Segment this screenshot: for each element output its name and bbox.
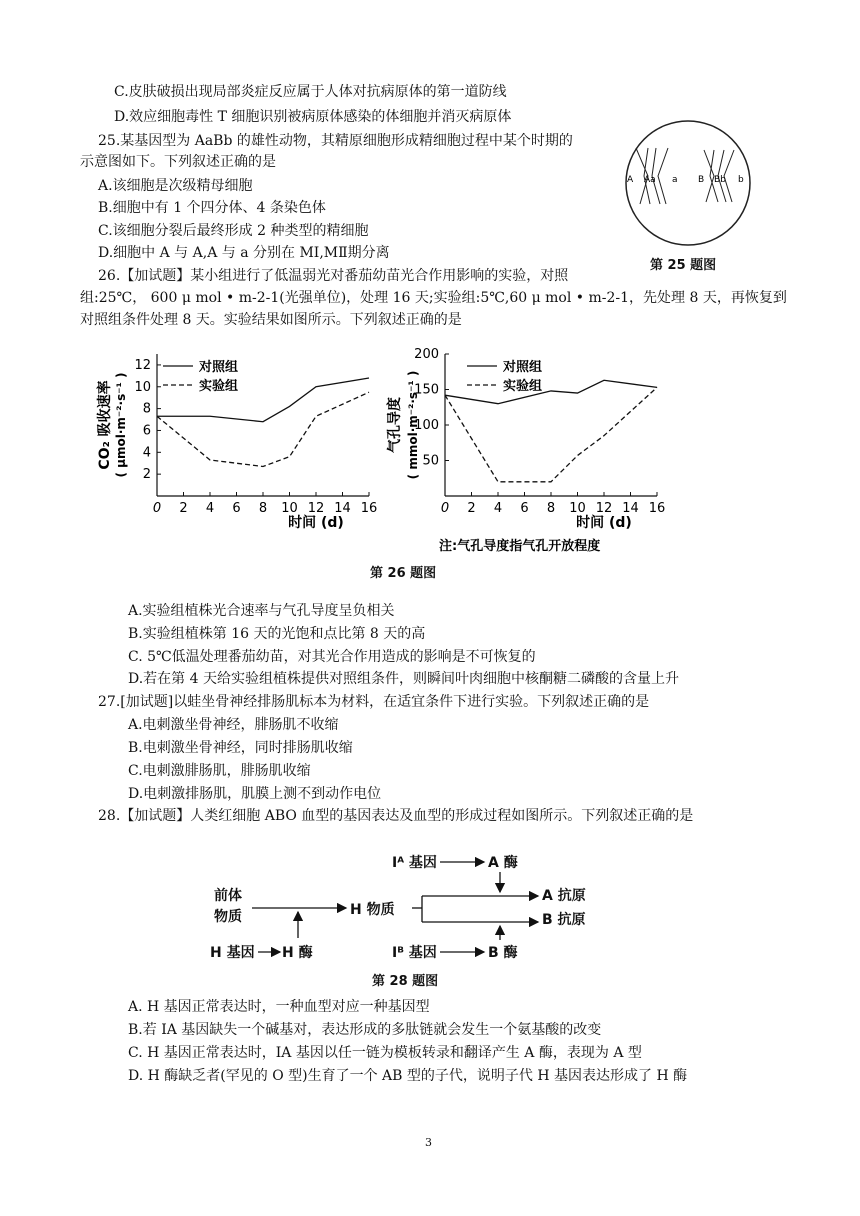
question-26-option-c: C. 5℃低温处理番茄幼苗，对其光合作用造成的影响是不可恢复的 bbox=[128, 649, 536, 665]
a-antigen-label: A 抗原 bbox=[542, 888, 586, 904]
x-tick-label: 4 bbox=[205, 501, 215, 516]
legend-label: 实验组 bbox=[199, 379, 239, 394]
series-line bbox=[445, 387, 657, 481]
x-tick-label: 16 bbox=[360, 501, 378, 516]
x-axis-label: 时间 (d) bbox=[576, 515, 632, 531]
x-tick-label: 14 bbox=[334, 501, 351, 516]
option-text: D.效应细胞毒性 T 细胞识别被病原体感染的体细胞并消灭病原体 bbox=[114, 109, 512, 125]
precursor-label: 前体 bbox=[214, 888, 242, 904]
x-tick-label: 16 bbox=[648, 501, 666, 516]
question-28-option-d: D. H 酶缺乏者(罕见的 O 型)生育了一个 AB 型的子代，说明子代 H 基因表达形成了 H 酶 bbox=[128, 1068, 688, 1084]
x-tick-label: 6 bbox=[232, 501, 241, 516]
question-26-option-a: A.实验组植株光合速率与气孔导度呈负相关 bbox=[128, 603, 395, 619]
x-tick-label: 4 bbox=[493, 501, 503, 516]
question-27-option-c: C.电刺激腓肠肌，腓肠肌收缩 bbox=[128, 763, 311, 779]
question-26-option-d: D.若在第 4 天给实验组植株提供对照组条件，则瞬间叶肉细胞中核酮糖二磷酸的含量上升 bbox=[128, 671, 679, 687]
allele-label: a bbox=[672, 175, 678, 185]
question-25-stem: 25.某基因型为 AaBb 的雄性动物，其精原细胞形成精细胞过程中某个时期的 bbox=[98, 133, 573, 149]
x-axis-label: 时间 (d) bbox=[288, 515, 344, 531]
x-tick-label: 10 bbox=[569, 501, 586, 516]
y-tick-label: 8 bbox=[142, 401, 151, 417]
h-enzyme-label: H 酶 bbox=[282, 945, 313, 961]
allele-label: b bbox=[738, 175, 744, 185]
b-enzyme-label: B 酶 bbox=[488, 945, 518, 961]
question-26-option-b: B.实验组植株第 16 天的光饱和点比第 8 天的高 bbox=[128, 626, 426, 642]
x-tick-label: 0 bbox=[440, 501, 450, 516]
h-substance-label: H 物质 bbox=[350, 902, 395, 918]
allele-label: A bbox=[627, 175, 634, 185]
ib-gene-label: Iᴮ 基因 bbox=[392, 945, 437, 961]
question-26-stem: 26.【加试题】某小组进行了低温弱光对番茄幼苗光合作用影响的实验，对照 bbox=[98, 268, 569, 284]
y-tick-label: 10 bbox=[134, 379, 151, 395]
x-tick-label: 8 bbox=[546, 501, 556, 516]
y-tick-label: 12 bbox=[134, 357, 151, 373]
question-25-option-c: C.该细胞分裂后最终形成 2 种类型的精细胞 bbox=[98, 223, 369, 239]
question-25-option-b: B.细胞中有 1 个四分体、4 条染色体 bbox=[98, 200, 326, 216]
question-27-stem: 27.[加试题]以蛙坐骨神经排肠肌标本为材料，在适宜条件下进行实验。下列叙述正确的是 bbox=[98, 694, 650, 710]
x-tick-label: 2 bbox=[179, 501, 188, 516]
y-tick-label: 200 bbox=[414, 347, 439, 362]
option-text: C.皮肤破损出现局部炎症反应属于人体对抗病原体的第一道防线 bbox=[114, 84, 507, 100]
x-tick-label: 6 bbox=[520, 501, 529, 516]
x-tick-label: 8 bbox=[258, 501, 268, 516]
y-tick-label: 150 bbox=[414, 382, 439, 398]
page-number: 3 bbox=[425, 1136, 432, 1149]
y-axis-label: CO₂ 吸收速率 bbox=[97, 380, 113, 470]
y-axis-unit: ( mmol·m⁻²·s⁻¹ ) bbox=[406, 370, 420, 480]
chart-note: 注:气孔导度指气孔开放程度 bbox=[439, 539, 601, 554]
question-28-option-c: C. H 基因正常表达时，IA 基因以任一链为模板转录和翻译产生 A 酶，表现为 A 型 bbox=[128, 1045, 642, 1061]
a-enzyme-label: A 酶 bbox=[488, 855, 518, 871]
legend-label: 对照组 bbox=[199, 360, 239, 375]
figure-28-flow-diagram bbox=[200, 842, 586, 982]
figure-25-caption: 第 25 题图 bbox=[650, 258, 717, 273]
question-27-option-d: D.电刺激排肠肌，肌膜上测不到动作电位 bbox=[128, 786, 382, 802]
y-axis-unit: ( μmol·m⁻²·s⁻¹ ) bbox=[114, 372, 128, 478]
y-tick-label: 4 bbox=[142, 445, 151, 461]
y-tick-label: 6 bbox=[142, 423, 151, 439]
series-line bbox=[157, 392, 369, 466]
question-26-stem: 对照组条件处理 8 天。实验结果如图所示。下列叙述正确的是 bbox=[80, 312, 462, 328]
y-axis-label: 气孔导度 bbox=[387, 397, 403, 453]
series-line bbox=[445, 380, 657, 403]
figure-28-caption: 第 28 题图 bbox=[372, 974, 439, 989]
y-tick-label: 50 bbox=[422, 453, 439, 469]
x-tick-label: 2 bbox=[467, 501, 476, 516]
question-25-option-d: D.细胞中 A 与 A,A 与 a 分别在 MⅠ,MⅡ期分离 bbox=[98, 245, 390, 261]
x-tick-label: 10 bbox=[281, 501, 298, 516]
ia-gene-label: Iᴬ 基因 bbox=[392, 855, 437, 871]
h-gene-label: H 基因 bbox=[210, 945, 255, 961]
figure-26-caption: 第 26 题图 bbox=[370, 566, 437, 581]
figure-25-cell-diagram bbox=[618, 118, 758, 263]
x-tick-label: 14 bbox=[622, 501, 639, 516]
question-28-option-b: B.若 IA 基因缺失一个碱基对，表达形成的多肽链就会发生一个氨基酸的改变 bbox=[128, 1022, 602, 1038]
question-27-option-a: A.电刺激坐骨神经，腓肠肌不收缩 bbox=[128, 717, 339, 733]
figure-26-co2-chart bbox=[95, 340, 385, 540]
x-tick-label: 12 bbox=[595, 501, 613, 516]
figure-26-stomatal-chart bbox=[385, 340, 695, 560]
y-tick-label: 100 bbox=[414, 418, 439, 433]
question-25-stem: 示意图如下。下列叙述正确的是 bbox=[80, 154, 276, 170]
question-28-option-a: A. H 基因正常表达时，一种血型对应一种基因型 bbox=[128, 999, 430, 1015]
allele-label: Bb bbox=[714, 175, 726, 185]
x-tick-label: 12 bbox=[307, 501, 325, 516]
allele-label: B bbox=[698, 175, 705, 185]
question-25-option-a: A.该细胞是次级精母细胞 bbox=[98, 178, 253, 194]
question-26-stem: 组:25℃， 600 μ mol • m-2-1(光强单位)，处理 16 天;实验组:5℃,60 μ mol • m-2-1，先处理 8 天，再恢复到 bbox=[80, 290, 787, 306]
precursor-label: 物质 bbox=[214, 909, 242, 925]
legend-label: 实验组 bbox=[503, 379, 543, 394]
b-antigen-label: B 抗原 bbox=[542, 912, 586, 928]
x-tick-label: 0 bbox=[152, 501, 162, 516]
legend-label: 对照组 bbox=[503, 360, 543, 375]
allele-label: Aa bbox=[644, 175, 656, 185]
question-28-stem: 28.【加试题】人类红细胞 ABO 血型的基因表达及血型的形成过程如图所示。下列叙述正确的是 bbox=[98, 808, 694, 824]
question-27-option-b: B.电刺激坐骨神经，同时排肠肌收缩 bbox=[128, 740, 353, 756]
y-tick-label: 2 bbox=[142, 467, 151, 483]
